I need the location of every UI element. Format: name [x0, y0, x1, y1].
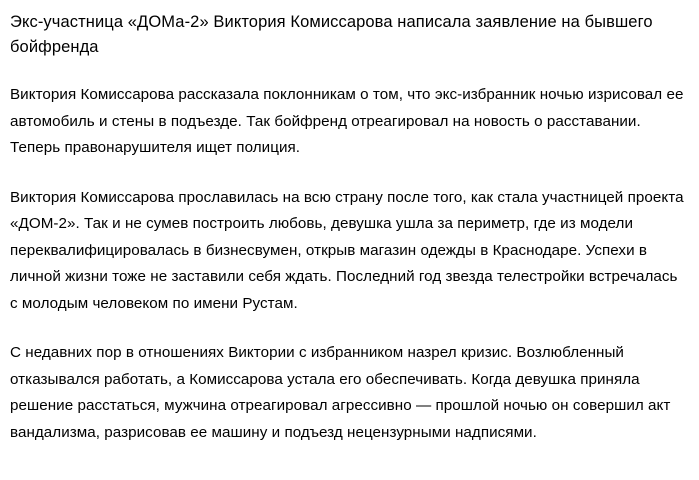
- page-title: Экс-участница «ДОМа-2» Виктория Комиссарова написала заявление на бывшего бойфренда: [10, 13, 653, 56]
- article-paragraph: Виктория Комиссарова рассказала поклонникам о том, что экс-избранник ночью изрисовал ее автомобиль и стены в подъезде. Так бойфренд отреагировал на новость о расставании. Теперь правонарушителя ищет полиция.: [10, 86, 684, 156]
- article-paragraph: С недавних пор в отношениях Виктории с избранником назрел кризис. Возлюбленный отказывался работать, а Комиссарова устала его обеспечивать. Когда девушка приняла решение расстаться, мужчина отреагировал агрессивно — прошлой ночью он совершил акт вандализма, разрисовав ее машину и подъезд нецензурными надписями.: [10, 344, 671, 441]
- article-paragraph: Виктория Комиссарова прославилась на всю страну после того, как стала участницей проекта «ДОМ-2». Так и не сумев построить любовь, девушка ушла за периметр, где из модели переквалифицировалась в бизнесвумен, открыв магазин одежды в Краснодаре. Успехи в личной жизни тоже не заставили себя ждать. Последний год звезда телестройки встречалась с молодым человеком по имени Рустам.: [10, 188, 684, 312]
